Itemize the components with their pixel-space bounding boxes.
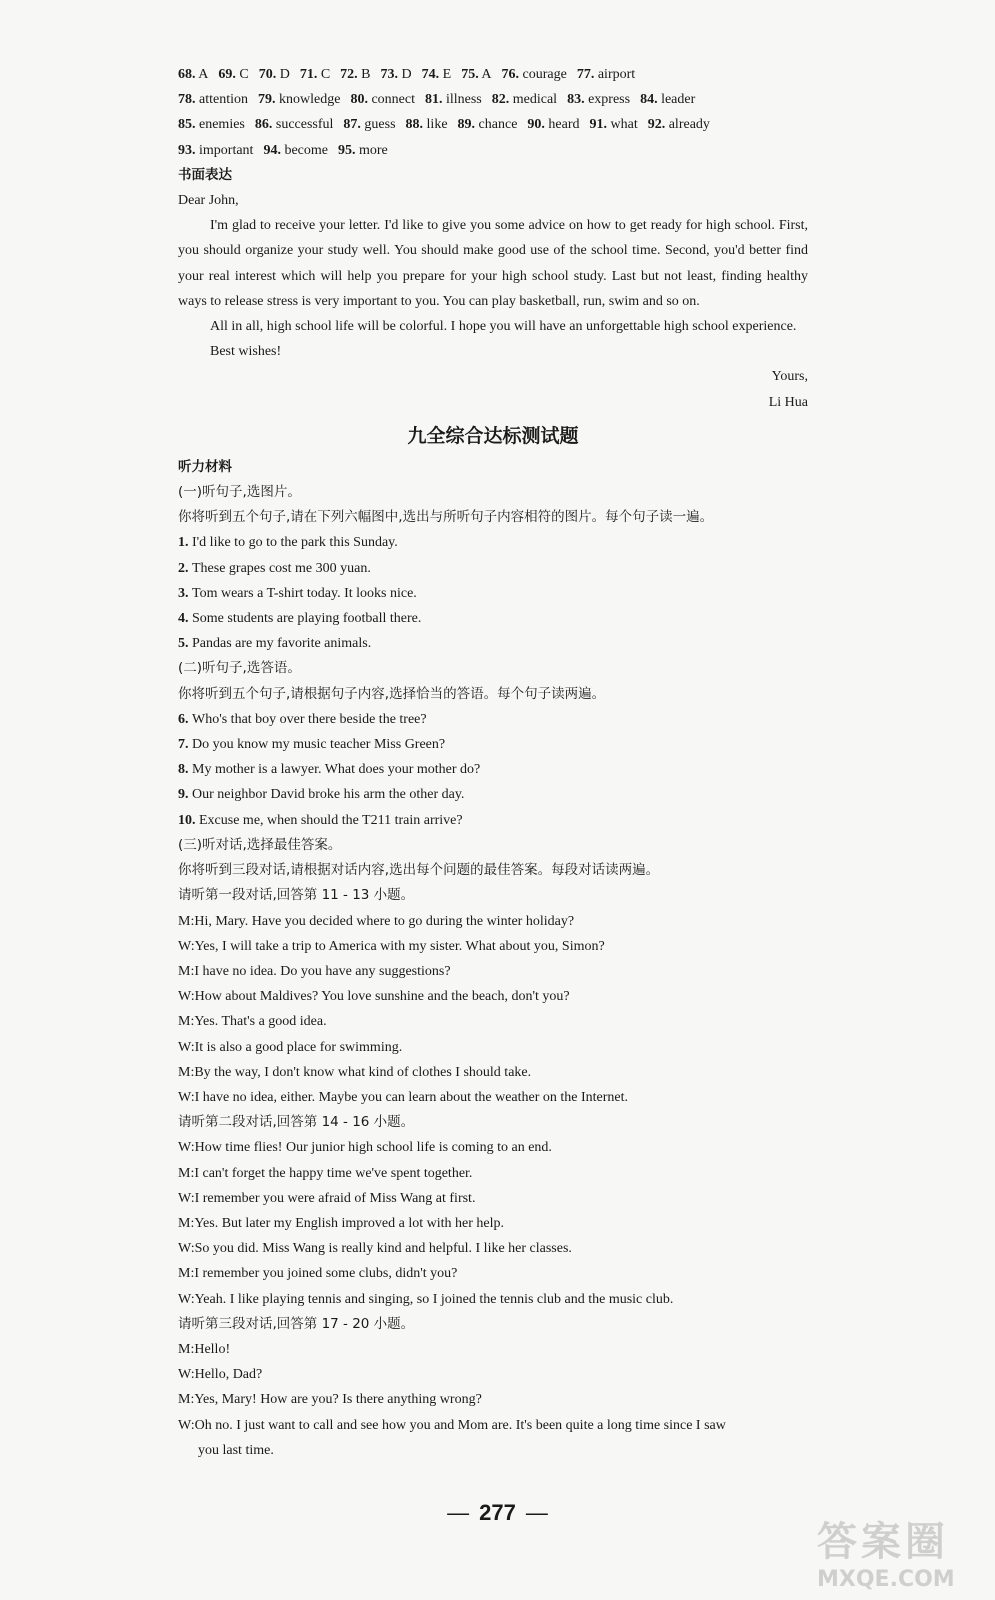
answer-item — [300, 62, 330, 87]
dialogue-line: W:I remember you were afraid of Miss Wang at first. — [178, 1190, 476, 1206]
answer-item — [340, 62, 370, 87]
dialogue-line: W:Oh no. I just want to call and see how you and Mom are. It's been quite a long time since I saw — [178, 1417, 726, 1433]
answer-value: express — [584, 92, 631, 108]
answer-number: 92. — [647, 117, 666, 133]
dialogue-line: W:So you did. Miss Wang is really kind and helpful. I like her classes. — [178, 1241, 572, 1257]
dialogue-line: W:Hello, Dad? — [178, 1367, 263, 1383]
section-3-instructions: 你将听到三段对话,请根据对话内容,选出每个问题的最佳答案。每段对话读两遍。 — [178, 862, 660, 879]
letter-paragraph-1: I'm glad to receive your letter. I'd like to give you some advice on how to get ready for high school. First, you should organize your study well. You should make good use of the school time. Second, you'd better find your real interest which will help you prepare for your high school study. Last but not least, finding healthy ways to release stress is very important to you. You can play basketball, run, swim and so on. — [178, 218, 808, 309]
item-text: Pandas are my favorite animals. — [192, 636, 372, 652]
letter-closing: Yours, — [771, 369, 808, 385]
sentence-item — [178, 556, 808, 581]
answer-number: 91. — [589, 117, 607, 133]
item-text: I'd like to go to the park this Sunday. — [192, 535, 398, 551]
answer-item — [263, 138, 328, 163]
dialogue-line: M:By the way, I don't know what kind of clothes I should take. — [178, 1064, 532, 1080]
answer-value: connect — [367, 92, 415, 108]
answer-number: 87. — [343, 117, 361, 133]
answer-item — [640, 87, 695, 112]
item-number: 6. — [178, 711, 192, 727]
page-content — [178, 62, 808, 1463]
answer-number: 93. — [178, 142, 196, 158]
dialogue-line: M:Yes. But later my English improved a lot with her help. — [178, 1215, 504, 1231]
answer-item — [425, 87, 482, 112]
item-text: Some students are playing football there. — [192, 611, 422, 627]
answer-number: 73. — [380, 67, 398, 82]
sentence-item — [178, 631, 808, 656]
answer-item — [259, 62, 290, 87]
answer-item — [422, 62, 452, 87]
section-3-title: (三)听对话,选择最佳答案。 — [178, 836, 342, 853]
answer-number: 79. — [258, 92, 276, 108]
answer-number: 82. — [491, 92, 510, 108]
dialogue-line: W:Yes, I will take a trip to America with my sister. What about you, Simon? — [178, 938, 605, 954]
answer-item — [178, 87, 248, 112]
item-number: 7. — [178, 737, 192, 753]
answer-number: 71. — [299, 67, 318, 82]
dialogue-2 — [178, 1135, 808, 1311]
sentence-item — [178, 732, 808, 757]
answer-value: C — [235, 67, 249, 82]
answer-number: 88. — [405, 117, 424, 133]
answer-item — [218, 62, 248, 87]
item-text: These grapes cost me 300 yuan. — [192, 560, 371, 576]
answer-value: attention — [195, 92, 248, 108]
item-number: 1. — [178, 535, 192, 551]
answer-value: courage — [519, 67, 567, 82]
answer-number: 76. — [501, 67, 520, 82]
dialogue-2-heading: 请听第二段对话,回答第 14 - 16 小题。 — [178, 1114, 415, 1131]
answer-value: E — [439, 67, 452, 82]
dialogue-line: W:How about Maldives? You love sunshine and the beach, don't you? — [178, 989, 570, 1005]
dialogue-1 — [178, 909, 808, 1111]
answer-item — [567, 87, 630, 112]
letter-signature: Li Hua — [768, 394, 808, 410]
answer-number: 80. — [350, 92, 368, 108]
answer-number: 94. — [263, 142, 281, 158]
dialogue-1-heading: 请听第一段对话,回答第 11 - 13 小题。 — [178, 887, 415, 904]
answer-value: become — [280, 142, 328, 158]
answer-value: knowledge — [275, 92, 341, 108]
sentence-item — [178, 808, 808, 833]
answer-value: successful — [272, 117, 334, 133]
answer-item — [258, 87, 340, 112]
answer-value: airport — [594, 67, 636, 82]
answer-number: 81. — [424, 92, 443, 108]
answer-number: 72. — [340, 67, 358, 82]
item-number: 4. — [178, 611, 192, 627]
answer-item — [338, 138, 388, 163]
answer-value: B — [357, 67, 371, 82]
item-text: Tom wears a T-shirt today. It looks nice. — [192, 585, 417, 601]
answer-item — [458, 112, 518, 137]
answer-value: enemies — [195, 117, 245, 133]
dialogue-line: W:It is also a good place for swimming. — [178, 1039, 403, 1055]
item-text: Excuse me, when should the T211 train arrive? — [199, 812, 463, 828]
dialogue-line: M:I remember you joined some clubs, didn't you? — [178, 1266, 458, 1282]
watermark-text: 答案圈 — [817, 1519, 949, 1565]
answer-value: C — [317, 67, 331, 82]
answer-value: medical — [509, 92, 558, 108]
answer-number: 75. — [461, 67, 479, 82]
section-2-title: (二)听句子,选答语。 — [178, 660, 301, 677]
answer-number: 85. — [178, 117, 196, 133]
sentence-item — [178, 606, 808, 631]
item-text: My mother is a lawyer. What does your mother do? — [192, 762, 481, 778]
section-2-instructions: 你将听到五个句子,请根据句子内容,选择恰当的答语。每个句子读两遍。 — [178, 685, 606, 702]
answer-value: guess — [360, 117, 396, 133]
answer-value: more — [355, 142, 388, 158]
dialogue-line: M:Hello! — [178, 1341, 231, 1357]
answer-row-4 — [178, 138, 808, 163]
answer-item — [406, 112, 448, 137]
answer-item — [527, 112, 579, 137]
answer-item — [255, 112, 334, 137]
letter-paragraph-2: All in all, high school life will be colorful. I hope you will have an unforgettable high school experience. — [210, 319, 797, 335]
test-title: 九全综合达标测试题 — [407, 424, 579, 447]
answer-number: 78. — [178, 92, 196, 108]
item-text: Who's that boy over there beside the tree? — [192, 711, 427, 727]
answer-item — [492, 87, 557, 112]
letter-salutation: Dear John, — [178, 193, 239, 209]
item-number: 10. — [178, 812, 199, 828]
item-number: 8. — [178, 762, 192, 778]
dialogue-line: M:I have no idea. Do you have any suggestions? — [178, 963, 451, 979]
item-number: 3. — [178, 585, 192, 601]
sentence-item — [178, 530, 808, 555]
answer-item — [178, 62, 208, 87]
answer-value: already — [665, 117, 710, 133]
answer-row-1 — [178, 62, 808, 87]
answer-number: 74. — [421, 67, 440, 82]
answer-row-3 — [178, 112, 808, 137]
answer-value: leader — [657, 92, 696, 108]
answer-item — [178, 138, 253, 163]
sentence-item — [178, 757, 808, 782]
letter-paragraph-3: Best wishes! — [210, 344, 282, 360]
answer-value: heard — [544, 117, 580, 133]
answer-item — [461, 62, 491, 87]
section-1-title: (一)听句子,选图片。 — [178, 484, 301, 501]
answer-number: 86. — [254, 117, 273, 133]
item-number: 9. — [178, 787, 192, 803]
section-1-items — [178, 530, 808, 656]
answer-value: D — [276, 67, 290, 82]
watermark-logo — [817, 1510, 977, 1590]
answer-value: like — [423, 117, 448, 133]
page-number-text: 277 — [479, 1500, 516, 1525]
answer-number: 68. — [178, 67, 196, 82]
answer-number: 84. — [640, 92, 658, 108]
item-text: Do you know my music teacher Miss Green? — [192, 737, 446, 753]
dialogue-line: M:Hi, Mary. Have you decided where to go during the winter holiday? — [178, 913, 575, 929]
answer-item — [343, 112, 395, 137]
answer-number: 90. — [527, 117, 545, 133]
answer-item — [648, 112, 710, 137]
writing-heading: 书面表达 — [178, 166, 232, 183]
answer-value: important — [195, 142, 254, 158]
answer-item — [381, 62, 412, 87]
section-1-instructions: 你将听到五个句子,请在下列六幅图中,选出与所听句子内容相符的图片。每个句子读一遍。 — [178, 509, 714, 526]
dialogue-line: W:I have no idea, either. Maybe you can learn about the weather on the Internet. — [178, 1089, 629, 1105]
answer-number: 77. — [576, 67, 595, 82]
watermark-url: MXQE.COM — [817, 1567, 955, 1592]
answer-item — [178, 112, 245, 137]
answer-number: 89. — [457, 117, 476, 133]
answer-value: A — [478, 67, 492, 82]
answer-number: 70. — [258, 67, 277, 82]
answer-value: D — [398, 67, 412, 82]
dialogue-line: W:How time flies! Our junior high school life is coming to an end. — [178, 1140, 552, 1156]
sentence-item — [178, 707, 808, 732]
dialogue-line: M:Yes, Mary! How are you? Is there anything wrong? — [178, 1392, 482, 1408]
item-number: 5. — [178, 636, 192, 652]
answer-number: 83. — [567, 92, 585, 108]
sentence-item — [178, 782, 808, 807]
answer-item — [350, 87, 415, 112]
dialogue-line: W:Yeah. I like playing tennis and singing, so I joined the tennis club and the music club. — [178, 1291, 674, 1307]
answer-item — [577, 62, 635, 87]
dialogue-3-continuation: you last time. — [198, 1442, 274, 1458]
dialogue-3-heading: 请听第三段对话,回答第 17 - 20 小题。 — [178, 1315, 415, 1332]
answer-row-2 — [178, 87, 808, 112]
sentence-item — [178, 581, 808, 606]
answer-item — [590, 112, 638, 137]
listening-material-heading: 听力材料 — [178, 458, 232, 475]
answer-value: A — [195, 67, 209, 82]
dialogue-line: M:I can't forget the happy time we've spent together. — [178, 1165, 473, 1181]
dialogue-line: M:Yes. That's a good idea. — [178, 1014, 327, 1030]
page-number: — 277 — — [447, 1500, 548, 1525]
answer-item — [502, 62, 567, 87]
section-2-items — [178, 707, 808, 833]
dialogue-3 — [178, 1337, 808, 1438]
item-number: 2. — [178, 560, 192, 576]
answer-number: 69. — [218, 67, 236, 82]
answer-value: chance — [475, 117, 518, 133]
answer-value: illness — [442, 92, 482, 108]
answer-number: 95. — [337, 142, 356, 158]
answer-value: what — [607, 117, 638, 133]
item-text: Our neighbor David broke his arm the other day. — [192, 787, 465, 803]
